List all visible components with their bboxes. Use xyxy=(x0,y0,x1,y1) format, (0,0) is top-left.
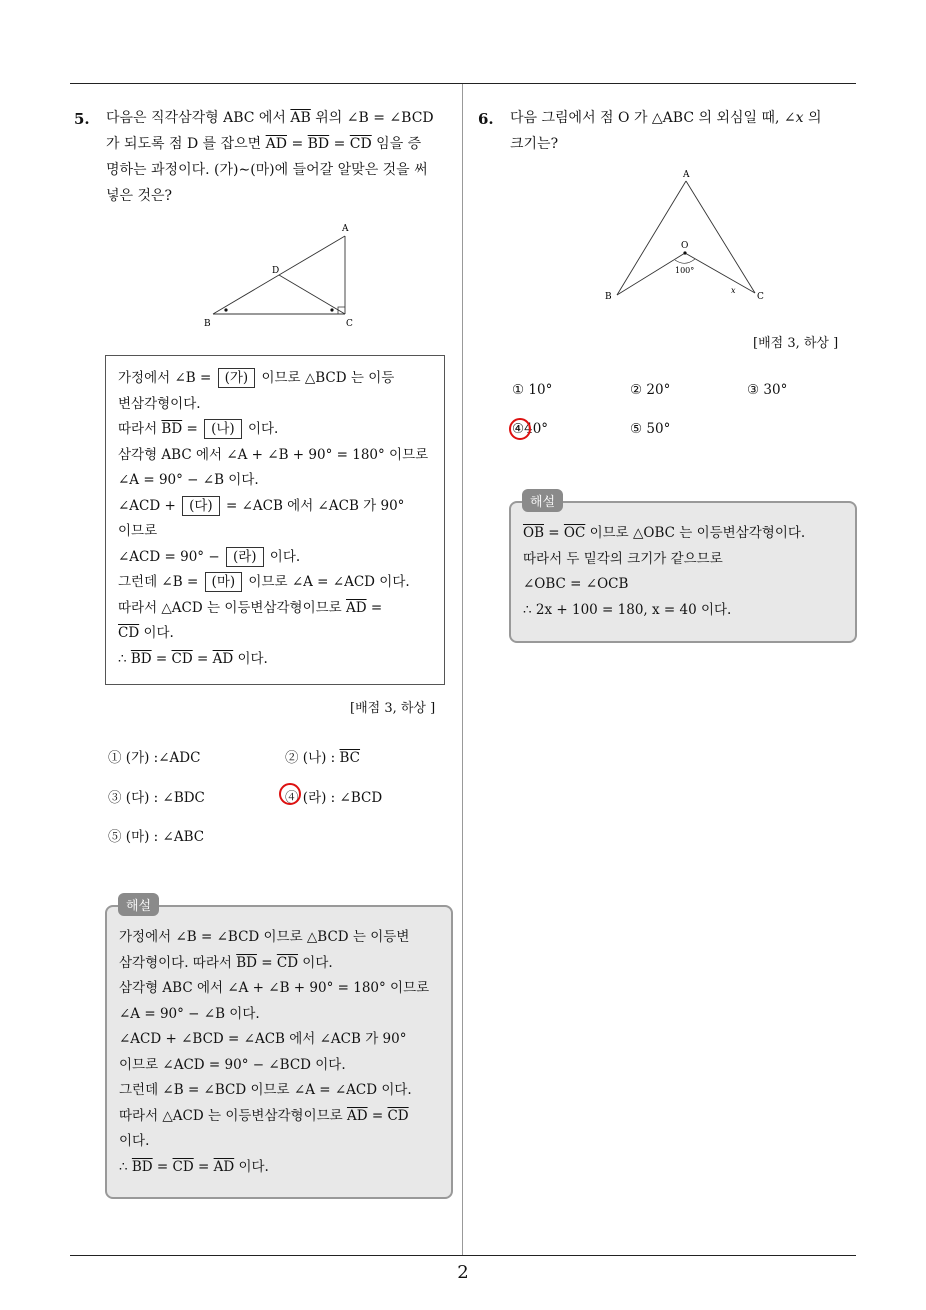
question-5-line-3: 명하는 과정이다. (가)∼(마)에 들어갈 알맞은 것을 써 xyxy=(106,162,428,178)
proof-line-8: ∠ACD = 90° − (라) 이다. xyxy=(118,548,301,565)
sol5-line-3: 삼각형 ABC 에서 ∠A + ∠B + 90° = 180° 이므로 xyxy=(119,980,430,996)
blank-ra: (라) xyxy=(226,547,264,567)
q6-selected-mark xyxy=(509,418,531,440)
question-5-solution-tag: 해설 xyxy=(118,893,159,916)
proof-line-5: ∠A = 90° − ∠B 이다. xyxy=(118,472,259,488)
blank-ma: (마) xyxy=(205,572,243,592)
q5-choice-4[interactable]: ④ (라) : ∠BCD xyxy=(285,790,383,806)
q5-selected-mark xyxy=(279,783,301,805)
sol5-line-5: ∠ACD + ∠BCD = ∠ACB 에서 ∠ACB 가 90° xyxy=(119,1031,407,1047)
question-5-text xyxy=(106,105,454,209)
question-6-line-2: 크기는? xyxy=(510,136,559,152)
question-6-text xyxy=(510,105,858,157)
proof-line-2: 변삼각형이다. xyxy=(118,395,201,412)
sol5-line-1: 가정에서 ∠B = ∠BCD 이므로 △BCD 는 이등변 xyxy=(119,929,410,945)
blank-ga: (가) xyxy=(218,368,256,388)
q6-choice-3[interactable]: ③ 30° xyxy=(747,382,788,398)
proof-line-7: 이므로 xyxy=(118,523,158,539)
q6-label-b: B xyxy=(605,292,612,302)
sol5-line-9: 이다. xyxy=(119,1133,150,1149)
question-5-line-4: 넣은 것은? xyxy=(106,188,173,204)
page-number: 2 xyxy=(457,1262,469,1283)
sol6-line-1: $\overline{OB} = \overline{OC}$ 이므로 △OBC 는 이등변삼각형이다. xyxy=(523,525,806,541)
q6-choice-4[interactable]: ④40° xyxy=(512,421,549,437)
question-5-figure xyxy=(195,220,370,330)
q6-label-c: C xyxy=(757,292,764,302)
sol5-line-10: ∴ $\overline{BD} = \overline{CD} = \overline{AD}$ 이다. xyxy=(119,1158,269,1175)
q6-label-angle: 100° xyxy=(675,266,695,275)
question-6-solution-box xyxy=(509,501,857,643)
proof-line-1: 가정에서 ∠B = (가) 이므로 △BCD 는 이등 xyxy=(118,370,395,386)
bottom-rule xyxy=(70,1255,856,1256)
question-5-proof-box xyxy=(105,355,445,685)
question-6-solution-tag: 해설 xyxy=(522,489,563,512)
proof-line-12: ∴ $\overline{BD} = \overline{CD} = \overline{AD}$ 이다. xyxy=(118,650,268,667)
proof-line-10: 따라서 △ACD 는 이등변삼각형이므로 $\overline{AD}$ = xyxy=(118,599,383,616)
sol6-line-3: ∠OBC = ∠OCB xyxy=(523,576,629,592)
q5-label-b: B xyxy=(204,319,211,329)
question-5-solution-box xyxy=(105,905,453,1199)
question-5-line-2: 가 되도록 점 D 를 잡으면 $\overline{AD} = \overline{BD} = \overline{CD}$ 임을 증 xyxy=(106,136,422,152)
q6-label-x: x xyxy=(731,286,736,295)
sol5-line-2: 삼각형이다. 따라서 $\overline{BD} = \overline{CD}$ 이다. xyxy=(119,954,333,971)
blank-da: (다) xyxy=(182,496,220,516)
q5-choice-1[interactable]: ① (가) :∠ADC xyxy=(108,750,201,766)
blank-na: (나) xyxy=(204,419,242,439)
proof-line-9: 그런데 ∠B = (마) 이므로 ∠A = ∠ACD 이다. xyxy=(118,574,410,590)
question-5-number: 5. xyxy=(74,110,90,128)
q6-choice-2[interactable]: ② 20° xyxy=(630,382,671,398)
question-6-figure xyxy=(595,165,775,310)
question-6-number: 6. xyxy=(478,110,494,128)
sol6-line-2: 따라서 두 밑각의 크기가 같으므로 xyxy=(523,550,723,567)
q6-choice-1[interactable]: ① 10° xyxy=(512,382,553,398)
sol5-line-8: 따라서 △ACD 는 이등변삼각형이므로 $\overline{AD} = \overline{CD}$ xyxy=(119,1107,409,1124)
top-rule xyxy=(70,83,856,84)
q5-choice-3[interactable]: ③ (다) : ∠BDC xyxy=(108,790,205,806)
proof-line-6: ∠ACD + (다) = ∠ACB 에서 ∠ACB 가 90° xyxy=(118,497,405,514)
q5-choice-2[interactable]: ② (나) : $\overline{BC}$ xyxy=(285,750,361,766)
column-divider xyxy=(462,84,463,1255)
question-6-score: [배점 3, 하상 ] xyxy=(753,336,839,351)
question-5-score: [배점 3, 하상 ] xyxy=(350,701,436,716)
sol5-line-4: ∠A = 90° − ∠B 이다. xyxy=(119,1005,260,1022)
q6-label-a: A xyxy=(683,170,690,180)
q6-choice-5[interactable]: ⑤ 50° xyxy=(630,421,671,437)
sol5-line-6: 이므로 ∠ACD = 90° − ∠BCD 이다. xyxy=(119,1056,346,1073)
proof-line-4: 삼각형 ABC 에서 ∠A + ∠B + 90° = 180° 이므로 xyxy=(118,446,429,463)
proof-line-3: 따라서 $\overline{BD}$ = (나) 이다. xyxy=(118,421,279,437)
sol5-line-7: 그런데 ∠B = ∠BCD 이므로 ∠A = ∠ACD 이다. xyxy=(119,1082,412,1098)
proof-line-11: $\overline{CD}$ 이다. xyxy=(118,625,174,641)
q5-label-d: D xyxy=(272,266,280,276)
q5-label-c: C xyxy=(346,319,353,329)
question-5-line-1: 다음은 직각삼각형 ABC 에서 $\overline{AB}$ 위의 ∠B = ∠BCD xyxy=(106,110,434,126)
q5-label-a: A xyxy=(342,224,349,234)
q5-choice-5[interactable]: ⑤ (마) : ∠ABC xyxy=(108,829,205,845)
sol6-line-4: ∴ 2x + 100 = 180, x = 40 이다. xyxy=(523,601,732,618)
question-6-line-1: 다음 그림에서 점 O 가 △ABC 의 외심일 때, ∠x 의 xyxy=(510,110,822,126)
q6-label-o: O xyxy=(681,241,689,251)
